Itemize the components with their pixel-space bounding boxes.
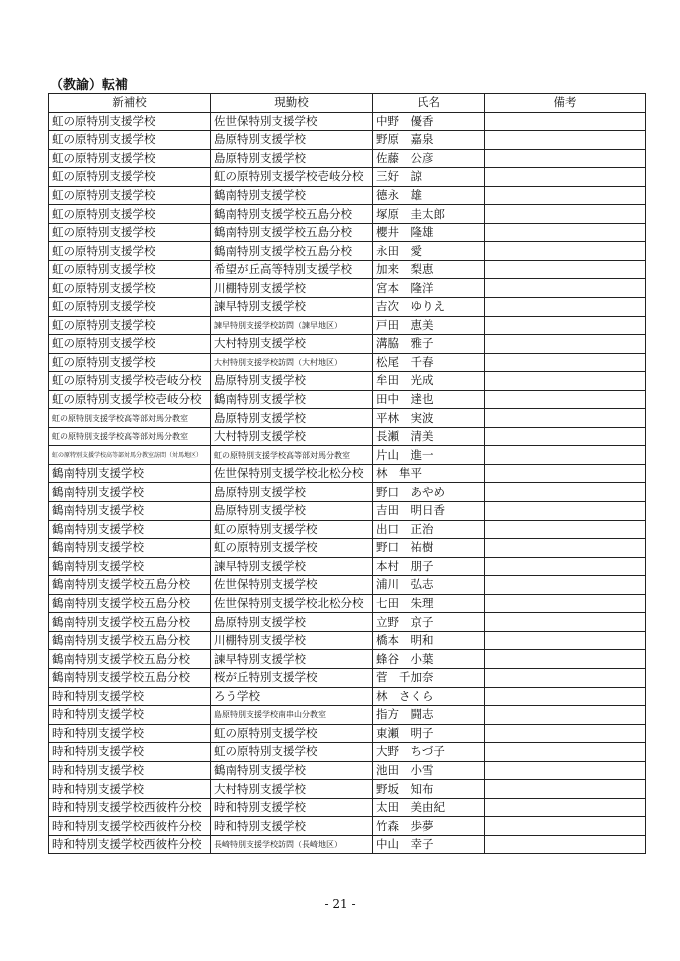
table-row [49, 631, 646, 650]
table-row [49, 149, 646, 168]
name-cell: 中野 優香 [373, 112, 485, 131]
note-cell [485, 798, 646, 817]
column-header-name: 氏名 [373, 94, 485, 113]
note-cell [485, 260, 646, 279]
current-school-cell: 諫早特別支援学校 [211, 298, 373, 317]
current-school-cell: 虹の原特別支援学校高等部対馬分教室 [211, 446, 373, 465]
table-row [49, 372, 646, 391]
note-cell [485, 520, 646, 539]
note-cell [485, 223, 646, 242]
current-school-cell: 鶴南特別支援学校五島分校 [211, 223, 373, 242]
name-cell: 加来 梨恵 [373, 260, 485, 279]
table-row [49, 335, 646, 354]
current-school-cell: 諫早特別支援学校 [211, 557, 373, 576]
current-school-cell: 島原特別支援学校南串山分教室 [211, 706, 373, 725]
new-school-cell: 虹の原特別支援学校 [49, 335, 211, 354]
new-school-cell: 虹の原特別支援学校高等部対馬分教室 [49, 409, 211, 428]
current-school-cell: 島原特別支援学校 [211, 131, 373, 150]
current-school-cell: 佐世保特別支援学校 [211, 576, 373, 595]
new-school-cell: 虹の原特別支援学校 [49, 149, 211, 168]
table-row [49, 242, 646, 261]
name-cell: 松尾 千春 [373, 353, 485, 372]
new-school-cell: 鶴南特別支援学校 [49, 502, 211, 521]
table-row [49, 520, 646, 539]
new-school-cell: 鶴南特別支援学校五島分校 [49, 613, 211, 632]
table-row [49, 557, 646, 576]
note-cell [485, 372, 646, 391]
new-school-cell: 虹の原特別支援学校 [49, 223, 211, 242]
name-cell: 蜂谷 小葉 [373, 650, 485, 669]
note-cell [485, 464, 646, 483]
current-school-cell: 島原特別支援学校 [211, 502, 373, 521]
current-school-cell: 島原特別支援学校 [211, 409, 373, 428]
new-school-cell: 鶴南特別支援学校五島分校 [49, 631, 211, 650]
table-row [49, 223, 646, 242]
current-school-cell: 大村特別支援学校 [211, 335, 373, 354]
note-cell [485, 483, 646, 502]
current-school-cell: 虹の原特別支援学校 [211, 520, 373, 539]
name-cell: 橋本 明和 [373, 631, 485, 650]
note-cell [485, 706, 646, 725]
note-cell [485, 168, 646, 187]
table-row [49, 706, 646, 725]
new-school-cell: 鶴南特別支援学校五島分校 [49, 668, 211, 687]
table-row [49, 353, 646, 372]
current-school-cell: 虹の原特別支援学校 [211, 539, 373, 558]
transfer-table [48, 93, 646, 854]
note-cell [485, 186, 646, 205]
name-cell: 浦川 弘志 [373, 576, 485, 595]
new-school-cell: 虹の原特別支援学校壱岐分校 [49, 372, 211, 391]
new-school-cell: 虹の原特別支援学校 [49, 260, 211, 279]
name-cell: 野原 嘉泉 [373, 131, 485, 150]
note-cell [485, 835, 646, 854]
new-school-cell: 虹の原特別支援学校高等部対馬分教室訪問（対馬地区） [49, 446, 211, 465]
new-school-cell: 虹の原特別支援学校高等部対馬分教室 [49, 427, 211, 446]
current-school-cell: 島原特別支援学校 [211, 613, 373, 632]
table-row [49, 205, 646, 224]
new-school-cell: 鶴南特別支援学校 [49, 557, 211, 576]
name-cell: 野口 祐樹 [373, 539, 485, 558]
name-cell: 中山 幸子 [373, 835, 485, 854]
table-row [49, 743, 646, 762]
table-row [49, 409, 646, 428]
note-cell [485, 502, 646, 521]
current-school-cell: 鶴南特別支援学校五島分校 [211, 205, 373, 224]
note-cell [485, 539, 646, 558]
new-school-cell: 鶴南特別支援学校五島分校 [49, 594, 211, 613]
table-row [49, 464, 646, 483]
new-school-cell: 虹の原特別支援学校壱岐分校 [49, 390, 211, 409]
current-school-cell: 諫早特別支援学校 [211, 650, 373, 669]
new-school-cell: 虹の原特別支援学校 [49, 168, 211, 187]
table-row [49, 427, 646, 446]
name-cell: 田中 達也 [373, 390, 485, 409]
column-header-new-school: 新補校 [49, 94, 211, 113]
note-cell [485, 724, 646, 743]
note-cell [485, 279, 646, 298]
current-school-cell: 時和特別支援学校 [211, 798, 373, 817]
table-row [49, 112, 646, 131]
new-school-cell: 鶴南特別支援学校 [49, 464, 211, 483]
table-row [49, 668, 646, 687]
table-row [49, 798, 646, 817]
note-cell [485, 650, 646, 669]
note-cell [485, 576, 646, 595]
current-school-cell: 虹の原特別支援学校 [211, 724, 373, 743]
current-school-cell: 時和特別支援学校 [211, 817, 373, 836]
name-cell: 林 さくら [373, 687, 485, 706]
new-school-cell: 虹の原特別支援学校 [49, 298, 211, 317]
name-cell: 宮本 隆洋 [373, 279, 485, 298]
note-cell [485, 335, 646, 354]
current-school-cell: 島原特別支援学校 [211, 149, 373, 168]
note-cell [485, 743, 646, 762]
section-heading: （教諭）転補 [50, 78, 129, 93]
current-school-cell: 虹の原特別支援学校 [211, 743, 373, 762]
new-school-cell: 鶴南特別支援学校五島分校 [49, 576, 211, 595]
table-row [49, 483, 646, 502]
current-school-cell: 大村特別支援学校 [211, 780, 373, 799]
new-school-cell: 時和特別支援学校西彼杵分校 [49, 835, 211, 854]
note-cell [485, 427, 646, 446]
table-row [49, 539, 646, 558]
current-school-cell: 諫早特別支援学校訪問（諫早地区） [211, 316, 373, 335]
new-school-cell: 時和特別支援学校 [49, 780, 211, 799]
name-cell: 立野 京子 [373, 613, 485, 632]
new-school-cell: 虹の原特別支援学校 [49, 131, 211, 150]
current-school-cell: ろう学校 [211, 687, 373, 706]
note-cell [485, 409, 646, 428]
new-school-cell: 時和特別支援学校 [49, 743, 211, 762]
current-school-cell: 川棚特別支援学校 [211, 279, 373, 298]
name-cell: 櫻井 隆雄 [373, 223, 485, 242]
name-cell: 片山 進一 [373, 446, 485, 465]
table-row [49, 780, 646, 799]
table-row [49, 761, 646, 780]
new-school-cell: 虹の原特別支援学校 [49, 205, 211, 224]
name-cell: 池田 小雪 [373, 761, 485, 780]
name-cell: 吉次 ゆりえ [373, 298, 485, 317]
name-cell: 溝脇 雅子 [373, 335, 485, 354]
name-cell: 太田 美由紀 [373, 798, 485, 817]
table-row [49, 186, 646, 205]
new-school-cell: 虹の原特別支援学校 [49, 112, 211, 131]
table-row [49, 131, 646, 150]
note-cell [485, 780, 646, 799]
column-header-current-school: 現勤校 [211, 94, 373, 113]
new-school-cell: 虹の原特別支援学校 [49, 242, 211, 261]
new-school-cell: 虹の原特別支援学校 [49, 316, 211, 335]
name-cell: 佐藤 公彦 [373, 149, 485, 168]
table-row [49, 316, 646, 335]
note-cell [485, 817, 646, 836]
table-row [49, 835, 646, 854]
current-school-cell: 長崎特別支援学校訪問（長崎地区） [211, 835, 373, 854]
new-school-cell: 時和特別支援学校西彼杵分校 [49, 798, 211, 817]
table-row [49, 687, 646, 706]
new-school-cell: 虹の原特別支援学校 [49, 186, 211, 205]
note-cell [485, 205, 646, 224]
name-cell: 吉田 明日香 [373, 502, 485, 521]
current-school-cell: 虹の原特別支援学校壱岐分校 [211, 168, 373, 187]
table-row [49, 576, 646, 595]
current-school-cell: 川棚特別支援学校 [211, 631, 373, 650]
table-row [49, 260, 646, 279]
table-row [49, 502, 646, 521]
name-cell: 竹森 歩夢 [373, 817, 485, 836]
current-school-cell: 鶴南特別支援学校 [211, 761, 373, 780]
note-cell [485, 353, 646, 372]
name-cell: 林 隼平 [373, 464, 485, 483]
new-school-cell: 時和特別支援学校 [49, 706, 211, 725]
new-school-cell: 時和特別支援学校 [49, 724, 211, 743]
new-school-cell: 鶴南特別支援学校五島分校 [49, 650, 211, 669]
note-cell [485, 298, 646, 317]
new-school-cell: 虹の原特別支援学校 [49, 279, 211, 298]
page-number: - 21 - [324, 897, 356, 911]
name-cell: 七田 朱理 [373, 594, 485, 613]
note-cell [485, 668, 646, 687]
name-cell: 永田 愛 [373, 242, 485, 261]
new-school-cell: 時和特別支援学校 [49, 761, 211, 780]
column-header-notes: 備考 [485, 94, 646, 113]
name-cell: 塚原 圭太郎 [373, 205, 485, 224]
name-cell: 出口 正治 [373, 520, 485, 539]
table-row [49, 650, 646, 669]
current-school-cell: 大村特別支援学校 [211, 427, 373, 446]
name-cell: 本村 朋子 [373, 557, 485, 576]
current-school-cell: 鶴南特別支援学校 [211, 186, 373, 205]
name-cell: 野坂 知布 [373, 780, 485, 799]
new-school-cell: 時和特別支援学校 [49, 687, 211, 706]
current-school-cell: 島原特別支援学校 [211, 372, 373, 391]
current-school-cell: 桜が丘特別支援学校 [211, 668, 373, 687]
new-school-cell: 鶴南特別支援学校 [49, 539, 211, 558]
new-school-cell: 時和特別支援学校西彼杵分校 [49, 817, 211, 836]
note-cell [485, 631, 646, 650]
note-cell [485, 112, 646, 131]
table-row [49, 390, 646, 409]
note-cell [485, 149, 646, 168]
new-school-cell: 鶴南特別支援学校 [49, 520, 211, 539]
name-cell: 三好 諒 [373, 168, 485, 187]
name-cell: 東瀬 明子 [373, 724, 485, 743]
table-row [49, 298, 646, 317]
note-cell [485, 242, 646, 261]
name-cell: 牟田 光成 [373, 372, 485, 391]
table-row [49, 168, 646, 187]
name-cell: 菅 千加奈 [373, 668, 485, 687]
current-school-cell: 佐世保特別支援学校北松分校 [211, 594, 373, 613]
note-cell [485, 761, 646, 780]
note-cell [485, 613, 646, 632]
new-school-cell: 虹の原特別支援学校 [49, 353, 211, 372]
table-row [49, 613, 646, 632]
current-school-cell: 島原特別支援学校 [211, 483, 373, 502]
note-cell [485, 446, 646, 465]
table-body [49, 112, 646, 854]
note-cell [485, 316, 646, 335]
current-school-cell: 大村特別支援学校訪問（大村地区） [211, 353, 373, 372]
name-cell: 平林 実波 [373, 409, 485, 428]
table-row [49, 724, 646, 743]
table-row [49, 279, 646, 298]
current-school-cell: 佐世保特別支援学校北松分校 [211, 464, 373, 483]
table-row [49, 817, 646, 836]
name-cell: 長瀬 清美 [373, 427, 485, 446]
current-school-cell: 希望が丘高等特別支援学校 [211, 260, 373, 279]
name-cell: 野口 あやめ [373, 483, 485, 502]
table-header-row [49, 94, 646, 113]
current-school-cell: 佐世保特別支援学校 [211, 112, 373, 131]
note-cell [485, 131, 646, 150]
name-cell: 戸田 恵美 [373, 316, 485, 335]
note-cell [485, 687, 646, 706]
table-row [49, 446, 646, 465]
table-row [49, 594, 646, 613]
current-school-cell: 鶴南特別支援学校五島分校 [211, 242, 373, 261]
name-cell: 指方 闘志 [373, 706, 485, 725]
note-cell [485, 390, 646, 409]
name-cell: 大野 ちづ子 [373, 743, 485, 762]
current-school-cell: 鶴南特別支援学校 [211, 390, 373, 409]
note-cell [485, 557, 646, 576]
new-school-cell: 鶴南特別支援学校 [49, 483, 211, 502]
name-cell: 德永 雄 [373, 186, 485, 205]
note-cell [485, 594, 646, 613]
